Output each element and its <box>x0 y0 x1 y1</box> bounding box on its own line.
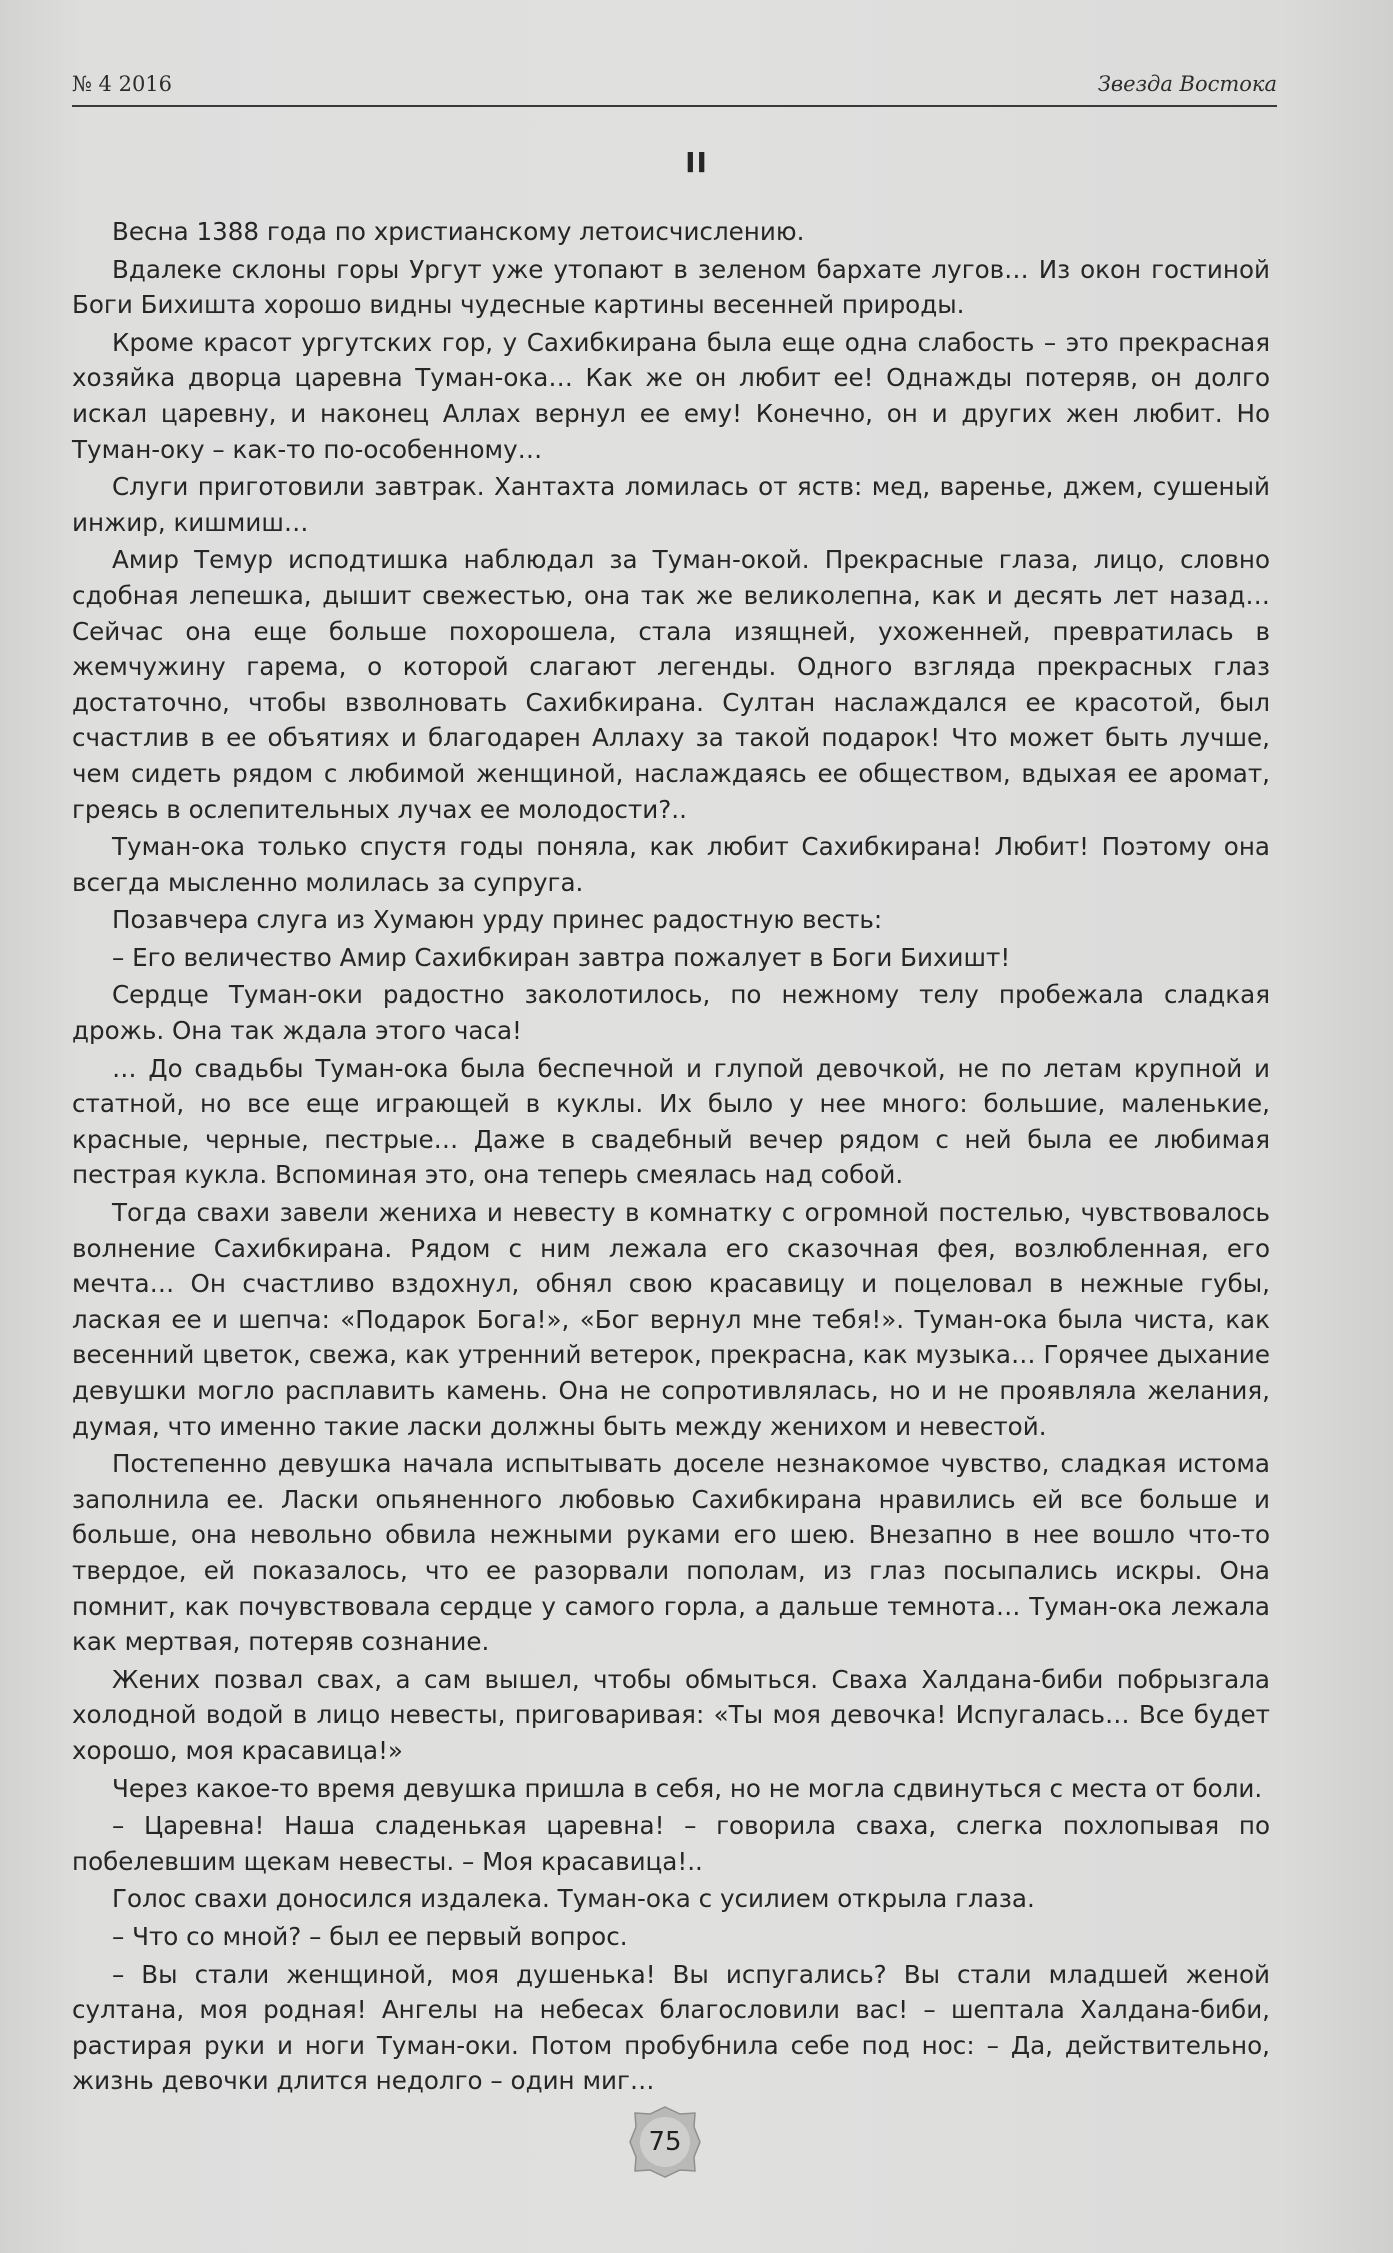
paragraph: Тогда свахи завели жениха и невесту в комнатку с огромной постелью, чувствовалось волнение Сахибкирана. Рядом с ним лежала его сказочная фея, возлюбленная, его мечта… Он счастливо вздохнул, обнял свою красавицу и поцеловал в нежные губы, лаская ее и шепча: «Подарок Бога!», «Бог вернул мне тебя!». Туман-ока была чиста, как весенний цветок, свежа, как утренний ветерок, прекрасна, как музыка… Горячее дыхание девушки могло расплавить камень. Она не сопротивлялась, но и не проявляла желания, думая, что именно такие ласки должны быть между женихом и невестой. <box>72 1198 1270 1441</box>
paragraph: – Его величество Амир Сахибкиран завтра пожалует в Боги Бихишт! <box>112 942 1011 972</box>
article-body <box>72 214 1270 2099</box>
paragraph: … До свадьбы Туман-ока была беспечной и глупой девочкой, не по летам крупной и статной, но все еще играющей в куклы. Их было у нее много: большие, маленькие, красные, черные, пестрые… Даже в свадебный вечер рядом с ней была ее любимая пестрая кукла. Вспоминая это, она теперь смеялась над собой. <box>72 1053 1270 1190</box>
paragraph: Через какое-то время девушка пришла в себя, но не могла сдвинуться с места от боли. <box>112 1773 1263 1803</box>
paragraph: – Вы стали женщиной, моя душенька! Вы испугались? Вы стали младшей женой султана, моя родная! Ангелы на небесах благословили вас! – шептала Халдана-биби, растирая руки и ноги Туман-оки. Потом пробубнила себе под нос: – Да, действительно, жизнь девочки длится недолго – один миг… <box>72 1959 1270 2096</box>
running-header <box>72 66 1277 106</box>
header-rule <box>72 105 1277 107</box>
page-number-badge <box>628 2105 702 2179</box>
paragraph: Постепенно девушка начала испытывать доселе незнакомое чувство, сладкая истома заполнила ее. Ласки опьяненного любовью Сахибкирана нравились ей все больше и больше, она невольно обвила нежными руками его шею. Внезапно в нее вошло что-то твердое, ей показалось, что ее разорвали пополам, из глаз посыпались искры. Она помнит, как почувствовала сердце у самого горла, а дальше темнота… Туман-ока лежала как мертвая, потеряв сознание. <box>72 1449 1270 1657</box>
paragraph: Туман-ока только спустя годы поняла, как любит Сахибкирана! Любит! Поэтому она всегда мысленно молилась за супруга. <box>72 832 1270 897</box>
issue-number: № 4 2016 <box>72 72 173 96</box>
paragraph: Кроме красот ургутских гор, у Сахибкирана была еще одна слабость – это прекрасная хозяйка дворца царевна Туман-ока… Как же он любит ее! Однажды потеряв, он долго искал царевну, и наконец Аллах вернул ее ему! Конечно, он и других жен любит. Но Туман-оку – как-то по-особенному… <box>72 327 1270 464</box>
paragraph: Слуги приготовили завтрак. Хантахта ломилась от яств: мед, варенье, джем, сушеный инжир, кишмиш… <box>72 472 1270 537</box>
section-heading: II <box>685 146 708 179</box>
paragraph: – Царевна! Наша сладенькая царевна! – говорила сваха, слегка похлопывая по побелевшим щекам невесты. – Моя красавица!.. <box>72 1811 1270 1876</box>
paragraph: Сердце Туман-оки радостно заколотилось, по нежному телу пробежала сладкая дрожь. Она так ждала этого часа! <box>72 980 1270 1046</box>
paragraph: Голос свахи доносился издалека. Туман-ока с усилием открыла глаза. <box>112 1884 1035 1914</box>
paragraph: Весна 1388 года по христианскому летоисчислению. <box>112 217 805 246</box>
paragraph: Вдалеке склоны горы Ургут уже утопают в зеленом бархате лугов… Из окон гостиной Боги Бихишта хорошо видны чудесные картины весенней природы. <box>72 254 1270 320</box>
paragraph: – Что со мной? – был ее первый вопрос. <box>112 1921 628 1951</box>
page-number: 75 <box>648 2127 682 2157</box>
paragraph: Жених позвал свах, а сам вышел, чтобы обмыться. Сваха Халдана-биби побрызгала холодной водой в лицо невесты, приговаривая: «Ты моя девочка! Испугалась… Все будет хорошо, моя красавица!» <box>72 1664 1270 1765</box>
paragraph: Позавчера слуга из Хумаюн урду принес радостную весть: <box>112 905 883 935</box>
journal-title: Звезда Востока <box>1097 72 1277 96</box>
paragraph: Амир Темур исподтишка наблюдал за Туман-окой. Прекрасные глаза, лицо, словно сдобная лепешка, дышит свежестью, она так же великолепна, как и десять лет назад… Сейчас она еще больше похорошела, стала изящней, ухоженней, превратилась в жемчужину гарема, о которой слагают легенды. Одного взгляда прекрасных глаз достаточно, чтобы взволновать Сахибкирана. Султан наслаждался ее красотой, был счастлив в ее объятиях и благодарен Аллаху за такой подарок! Что может быть лучше, чем сидеть рядом с любимой женщиной, наслаждаясь ее обществом, вдыхая ее аромат, греясь в ослепительных лучах ее молодости?.. <box>72 545 1270 824</box>
